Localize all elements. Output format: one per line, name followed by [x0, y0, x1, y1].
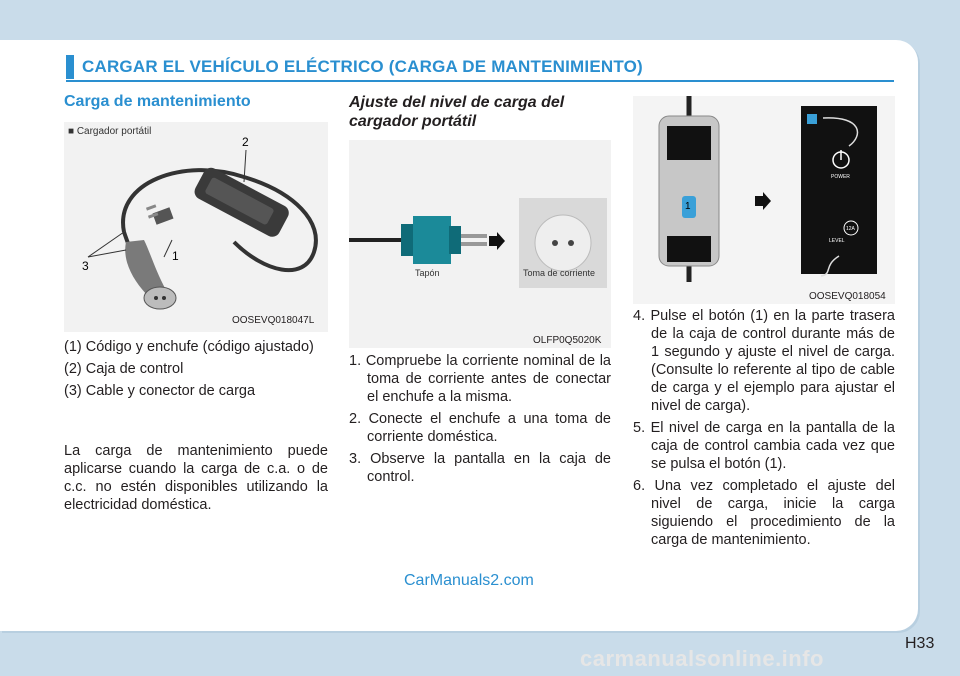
footer-link[interactable]: CarManuals2.com	[404, 572, 534, 589]
label-socket: Toma de corriente	[523, 268, 596, 278]
charger-illustration	[64, 122, 328, 332]
figure-code-3: OOSEVQ018054	[809, 291, 886, 302]
label-plug: Tapón	[415, 268, 440, 278]
step-item: 1. Compruebe la corriente nominal de la toma de corriente antes de conectar el enchufe a la misma.	[349, 353, 611, 405]
power-label: POWER	[831, 174, 850, 180]
column-2	[349, 93, 611, 131]
title-accent-bar	[66, 55, 74, 79]
column-1	[64, 93, 328, 111]
step-item: 2. Conecte el enchufe a una toma de corriente doméstica.	[349, 411, 611, 445]
list-item: (2) Caja de control	[64, 361, 184, 377]
step-item: 6. Una vez completado el ajuste del nivel de carga, inicie la carga siguiendo el procedimiento de la carga de mantenimiento.	[633, 478, 895, 548]
figure-code-2: OLFP0Q5020K	[533, 335, 602, 346]
list-item: (1) Código y enchufe (código ajustado)	[64, 339, 314, 355]
callout-1: 1	[172, 249, 179, 263]
step-item: 4. Pulse el botón (1) en la parte trasera de la caja de control durante más de 1 segundo y ajuste el nivel de carga. (Consulte lo referente al tipo de cable de carga y el ejemplo para ajustar el nivel de carga).	[633, 308, 895, 414]
step-item: 3. Observe la pantalla en la caja de control.	[349, 451, 611, 485]
steps-list-2	[633, 307, 895, 553]
button-1-label: 1	[685, 201, 691, 212]
steps-list-1	[349, 352, 611, 490]
figure-control-box	[633, 96, 895, 304]
level-label: LEVEL	[829, 238, 845, 244]
control-box-illustration	[633, 96, 895, 282]
figure-label: ■ Cargador portátil	[68, 126, 152, 137]
list-item: (3) Cable y conector de carga	[64, 383, 256, 399]
section-title: CARGAR EL VEHÍCULO ELÉCTRICO (CARGA DE MANTENIMIENTO)	[82, 57, 643, 76]
level-badge: 12A	[846, 226, 855, 232]
page-number: H33	[905, 635, 935, 652]
component-list	[64, 338, 328, 404]
plug-socket-illustration	[349, 140, 611, 348]
figure-portable-charger	[64, 122, 328, 332]
heading-carga-mantenimiento: Carga de mantenimiento	[64, 93, 251, 110]
watermark: carmanualsonline.info	[580, 646, 824, 671]
heading-ajuste-nivel: Ajuste del nivel de carga del cargador portátil	[349, 94, 565, 130]
step-item: 5. El nivel de carga en la pantalla de la caja de control cambia cada vez que se pulsa el botón (1).	[633, 420, 895, 472]
figure-plug-socket	[349, 140, 611, 348]
callout-2: 2	[242, 135, 249, 149]
title-rule	[66, 80, 894, 82]
figure-code-1: OOSEVQ018047L	[232, 315, 315, 326]
intro-paragraph: La carga de mantenimiento puede aplicarse cuando la carga de c.a. o de c.c. no estén disponibles utilizando la electricidad doméstica.	[64, 443, 328, 513]
callout-3: 3	[82, 259, 89, 273]
section-title-bar	[66, 55, 894, 81]
